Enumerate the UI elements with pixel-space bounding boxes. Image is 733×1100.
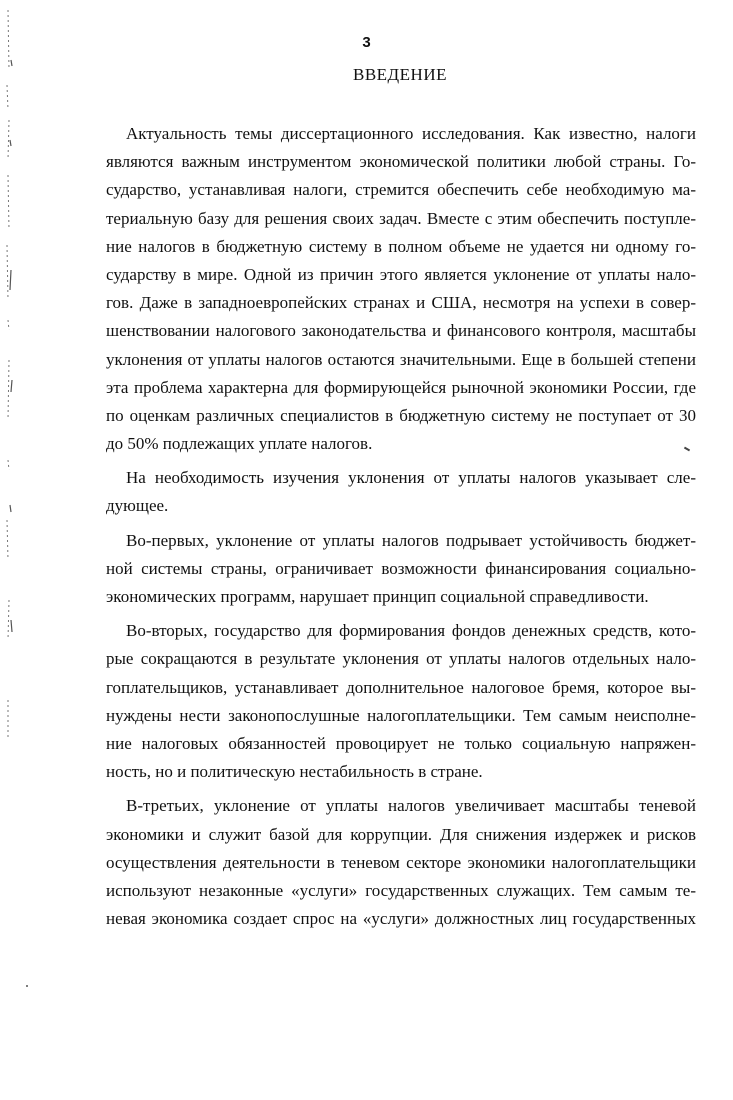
text-line: ние налогов в бюджетную систему в полном объеме не удается ни одному го-: [106, 236, 696, 256]
text-line: гоплательщиков, устанавливает дополнительное налоговое бремя, которое вы-: [106, 677, 696, 697]
text-line: ние налоговых обязанностей провоцирует не только социальную напряжен-: [106, 733, 696, 753]
text-line: осуществления деятельности в теневом секторе экономики налогоплательщики: [106, 852, 696, 872]
text-line: Во-вторых, государство для формирования фондов денежных средств, кото-: [126, 621, 696, 641]
text-line: На необходимость изучения уклонения от уплаты налогов указывает сле-: [126, 468, 696, 488]
text-line: гов. Даже в западноевропейских странах и США, несмотря на успехи в совер-: [106, 293, 696, 313]
text-line: сударству в мире. Одной из причин этого является уклонение от уплаты нало-: [106, 264, 696, 284]
text-line: до 50% подлежащих уплате налогов.: [106, 434, 373, 454]
text-line: невая экономика создает спрос на «услуги» должностных лиц государственных: [106, 909, 696, 929]
text-line: нуждены нести законопослушные налогоплательщики. Тем самым неисполне-: [106, 705, 696, 725]
section-heading: ВВЕДЕНИЕ: [353, 65, 447, 84]
scan-margin-artifacts: [2, 0, 16, 760]
text-line: используют незаконные «услуги» государственных служащих. Тем самым те-: [106, 880, 696, 900]
scan-speck: [26, 985, 28, 987]
text-line: шенствовании налогового законодательства и финансового контроля, масштабы: [106, 321, 696, 341]
text-line: экономики и служит базой для коррупции. Для снижения издержек и рисков: [106, 824, 696, 844]
text-line: Во-первых, уклонение от уплаты налогов подрывает устойчивость бюджет-: [126, 530, 696, 550]
body-text: [106, 120, 696, 933]
text-line: по оценкам различных специалистов в бюджетную систему не поступает от 30: [106, 405, 696, 425]
text-line: дующее.: [106, 496, 169, 516]
text-line: Актуальность темы диссертационного исследования. Как известно, налоги: [126, 124, 696, 143]
text-line: В-третьих, уклонение от уплаты налогов увеличивает масштабы теневой: [126, 796, 696, 816]
page-number: 3: [362, 34, 371, 51]
text-line: уклонения от уплаты налогов остаются значительными. Еще в большей степени: [106, 349, 696, 369]
text-line: ной системы страны, ограничивает возможности финансирования социально-: [106, 558, 696, 578]
text-line: эта проблема характерна для формирующейся рыночной экономики России, где: [106, 377, 696, 397]
text-line: рые сокращаются в результате уклонения от уплаты налогов отдельных нало-: [106, 649, 696, 669]
text-line: являются важным инструментом экономической политики любой страны. Го-: [106, 152, 696, 172]
text-line: экономических программ, нарушает принцип социальной справедливости.: [106, 587, 649, 606]
text-line: ность, но и политическую нестабильность в стране.: [106, 762, 483, 782]
text-line: териальную базу для решения своих задач. Вместе с этим обеспечить поступле-: [106, 208, 696, 228]
text-line: сударство, устанавливая налоги, стремится обеспечить себе необходимую ма-: [106, 180, 696, 200]
